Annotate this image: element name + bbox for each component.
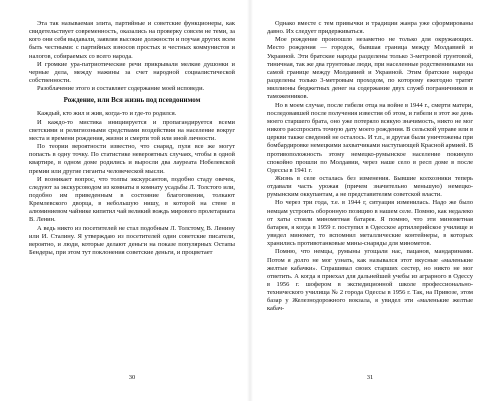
book-gutter	[247, 0, 253, 401]
right-paragraph-6: Помню, что немцы, румыны угощали нас, пацанов, мандаринами. Потом я долго не мог узнать, как назывался этот вкусные «маленькие желтые кабачки». Спрашивал своих старших сестер, но никто не мог ответить. А когда я приехал для дальнейшей учебы из аграрного в Одессу в 1956 г. шофером в экспедиционной школе профессионально-технического училища № 2 города Одессы в 1956 г. Так, на Привозе, этом базар у Железнодорожного вокзала, я увидел эти «маленькие желтые кабач-	[267, 248, 473, 313]
right-paragraph-1: Однако вместе с тем привычки и традиции жанра уже сформированы давно. Их следует придерживаться.	[267, 20, 473, 36]
left-paragraph-6: По теории вероятности известно, что снаряд, пуля все же могут попасть в одну точку. По статистике невероятных случаях, чтобы в одной квартире, в одном доме родились и выросли два лауреата Нобелевской премии или другие гиганты человеческой мысли.	[29, 143, 235, 175]
page-number-right: 31	[366, 374, 374, 381]
right-paragraph-2: Мое рождение произошло незаметно не только для окружающих. Место рождения — городок, бывшая граница между Молдавией и Украиной. Эти братские народы разделены только 3-метровой грунтовой, тиничная, так же два грунтовые люди, при населенные родственниками на самой границе между Молдавией и Украиной. Этим братские народы разделены только 3-метровым проходом, по которому ежегодно тратят миллионы бюджетных денег на содержание двух служб пограничников и таможенников.	[267, 36, 473, 101]
right-paragraph-4: Жизнь в селе осталась без изменения. Бывшие колхозники теперь отдавали часть урожая (причем значительно меньшую) немецко-румынским оккупантам, а не представителям советской власти.	[267, 174, 473, 199]
chapter-heading: Рождение, или Вся жизнь под псевдонимом	[63, 96, 201, 105]
right-paragraph-3: Но в моем случае, после гибели отца на войне в 1944 г., смерти матери, последовавшей после получения известия об этом, и гибели в этот же день моего старшего брата, оно уже потеряло всякую значимость, никто не мог никого расспросить точную дату моего рождения. В сельской управе или в церкви также сведений не осталось. И т.п., и другая были уничтожены при бомбардировке немецкими захватчиками наступающей Красной армией. В противоположность этому немецко-румынское население покинуло спокойно прошли по Молдавии, через наше село в респ доме в после Одессы в 1941 г.	[267, 101, 473, 174]
left-paragraph-5: И каждо-то мистика инициируется и пропагандируется всеми светскими и религиозными средствами воздействия на население вокруг места и времени рождения, жизни и смерти той или иной личности.	[29, 118, 235, 142]
left-paragraph-1: Эта так называемая элита, партийные и советские функционеры, как свидетельствует современность, оказались на проверку совсем не теми, за кого они себя выдавали, заявляя высокие должности и поучая других всем быть честными: с партийных взносов простых и честных коммунистов и налогов, собираемых со всего народа.	[29, 20, 235, 60]
left-paragraph-7: И возникает вопрос, что толпы экскурсантов, подобно стаду овечек, следуют за экскурсоводом из комнаты в комнату усадьбы Л. Толстого или, подобно им приведенным в состояние благоговения, толкают Кремлевского дворца, в небольшую нишу, в которой на стене в алюминиевом чайнике кипятил чай великий вождь мирового пролетариата В. Ленин.	[29, 175, 235, 224]
left-paragraph-8: А ведь никто из посетителей не стал подобным Л. Толстому, В. Ленину или И. Сталину. Я утверждаю из посетителей один советские писатели, вероятно, и люди, которые делают деньги на показе популярных Остапы Бендеры, при этом тут поклонения советские деньги, и процветает	[29, 224, 235, 257]
page-number-left: 30	[128, 374, 136, 381]
right-paragraph-5: Но через три года, т.е. в 1944 г, ситуация изменилась. Надо же было немцам устроить оборонную позицию в нашем селе. Помню, как недалеко от хаты стояли минометная батарея. Я помню, что эти минометная батарея, я когда в 1959 г. поступил в Одесское артиллерийское училище и увидел миномет, то вспомнил металлические контейнеры, в которых хранились противотанковые мины-снаряды для минометов.	[267, 199, 473, 248]
left-paragraph-3: Разоблачение этого и составляет содержание моей исповеди.	[37, 85, 205, 93]
left-paragraph-4: Каждый, кто жил и жив, когда-то и где-то родился.	[37, 110, 177, 118]
right-page	[267, 20, 473, 382]
left-paragraph-2: И громкие ура-патриотические речи прикрывали мелкие душонки и черные дела, между нажины за счет народной социалистической собственности.	[29, 60, 235, 85]
left-page	[29, 20, 235, 382]
